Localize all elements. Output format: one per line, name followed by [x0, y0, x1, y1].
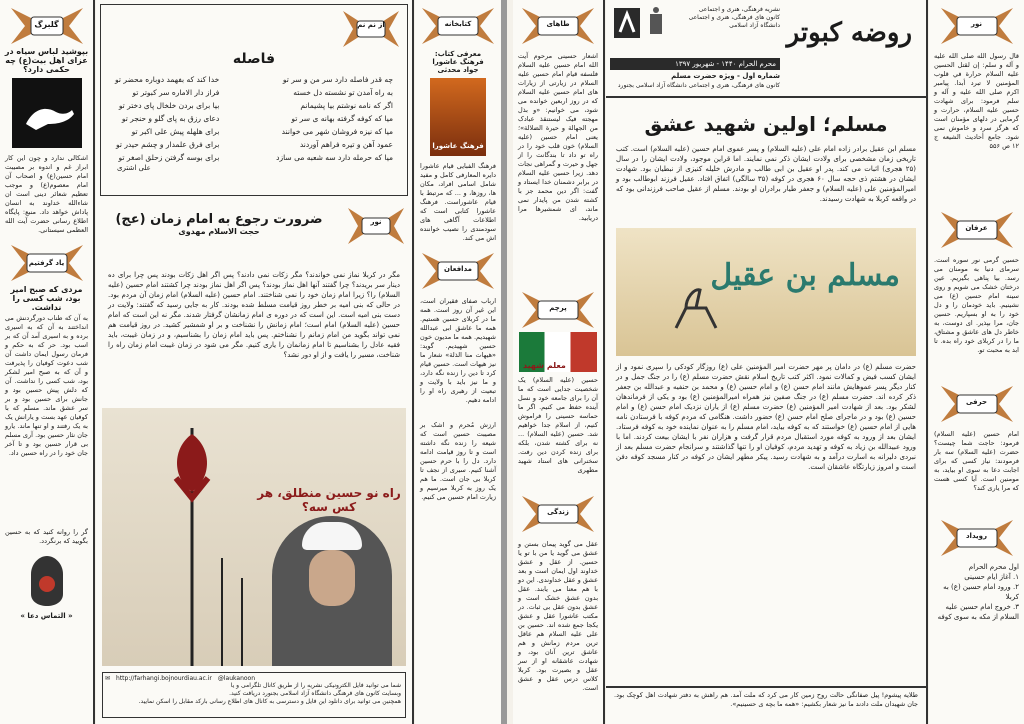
image-calligraphy: مسلم بن عقیل — [710, 258, 900, 293]
book-intro: معرفی کتاب: — [434, 50, 482, 58]
section-heading: بپوشید لباس سیاه در عزای اهل بیت(ع) چه حکمی دارد؟ — [4, 47, 89, 74]
column-book — [415, 0, 507, 724]
poem-hemistich: میا که حرمله دارد سه شعبه می سازد — [276, 153, 393, 162]
muharram-text: ارزش مُحرم و اشک بر مصیبت حسین است که شیعه را زنده نگه داشته است و تا روز قیامت ادامه دارد. دل را با حرم حسین آشنا کنیم. سیری از نجف تا کربلا بی جان است. ما هم یک روز به کربلا میرسیم و زیارت امام حسین می کنیم. — [420, 421, 496, 501]
main-image — [616, 228, 916, 356]
lead-paragraph: مسلم ابن عقیل برادر زاده امام علی (علیه السلام) و پسر عموی امام حسین (علیه السلام) است. کتب تاریخی زمان مشخصی برای ولادت ایشان ذکر نمی نمایند. اما قراین موجود، ولادت ایشان را در سال (۲۵ هجری) اثبات می کند. پدر او عقیل بن ابی طالب و مادرش خلیله کنیزی از نبطیان بود. شهادت ایشان در هشتم ذی حجه سال ۶۰ هجری در کوفه (۳۵ سالگی) اتفاق افتاد. عقیل فرزند ابوطالب بود و امیرالمؤمنین علی (علیه السلام) و جعفر طیار برادران او بودند. مسلم از عقیل صاحب فرزندانی بود که در واقعه کربلا به شهادت رسیدند. — [616, 145, 916, 203]
uprising-text: اشعار حسینی مرحوم آیت الله امام حسین علیه السلام فلسفه قیام امام حسین علیه السلام در زیارتی از زیارات های امام حسین علیه السلام که در روز اربعین خوانده می شود، می خوانیم: «و بذل مهجته فیک لیستنقذ عبادک من الجهالة و حیرة الضلالة»؛ یعنی امام حسین (علیه السلام) خون قلب خود را در راه تو داد تا بندگانت را از جهل و حیرت و گمراهی نجات دهد. زیرا حسین علیه السلام در برابر دشمنان خدا ایستاد و گفت: اگر دین محمد جز با کشته شدن من پایدار نمی ماند، ای شمشیرها مرا دریابید. — [518, 52, 598, 222]
website-link[interactable]: http://farhangi.bojnourdiau.ac.ir — [116, 675, 212, 682]
column-badge-icon — [346, 206, 406, 246]
poem-box — [100, 4, 408, 196]
column-left — [0, 0, 95, 724]
story-text: به آن که طناب دورگردنش می انداختند به آن که به اسیری برده و به اسیری آمد آن که بر اسب بود. حر که به حکم و فرمان رسول ایمان داشت آن شب دعوت کوفیان را پذیرفت و آن که به صبح امیر لشکر بود، شب کسی را نداشت. آن که دلش پیش حسین بود و جانش برای حسین بود و بر سر عشق ماند. مسلم که با کوفیان عهد بست و یارانش یک به یک رفتند و او تنها ماند. یارو جان نثار حسین بود. آری مسلم بی قرار حسین بود و تا آخر جان خود را در راه حسین داد. — [5, 314, 88, 457]
poem-left-hemistichs — [115, 73, 219, 164]
book-name: فرهنگ عاشورا — [432, 58, 484, 66]
defenders-text: ارباب صفای فقیران است، این غیر آن روز است. همه ما در کربلای حسین هستیم. همه ما عاشق ابی عبدالله شهیدیم. همه ما مدیون خون حسین شهیدیم. گوید: «هیهات منا الذلة» شعار ما نیز هیهات است. حسین قیام کرد تا دین را زنده نگه دارد، و ما نیز باید با ولایت و تبعیت از رهبری راه او را ادامه دهیم. — [420, 297, 496, 404]
badge-label: طاهای — [546, 20, 570, 28]
issue-bar — [610, 58, 780, 70]
publisher: کانون های فرهنگی، هنری و اجتماعی دانشگاه آزاد اسلامی بجنورد — [617, 82, 780, 89]
lantern-icon — [646, 6, 666, 40]
poem-hemistich: فراز دار الاماره سر کبوتر تو — [132, 88, 220, 97]
badge-label: حرفی — [965, 398, 988, 406]
martyr-banner — [519, 332, 597, 372]
masthead — [606, 0, 926, 98]
event-item: اول محرم الحرام — [968, 563, 1019, 571]
badge-label: زندگی — [547, 508, 569, 516]
event-item: ۱. آغاز ایام حسینی — [964, 573, 1019, 581]
poem-hemistich: دعای رزق به پای گلو و حنجر تو — [121, 114, 220, 123]
face — [309, 550, 355, 606]
poem-hemistich: چه قدر فاصله دارد سر من و سر تو — [282, 75, 393, 84]
masthead-line-1: نشریه فرهنگی، هنری و اجتماعی — [698, 6, 780, 13]
section-heading: مردی که صبح امیر بود، شب کسی را نداشت. — [10, 285, 83, 312]
article-body: حضرت مسلم (ع) در دامان پر مهر حضرت امیر المؤمنین علی (ع) روزگار کودکی را سپری نمود و از ایشان کسب فیض و کمالات نمود. اکثر کتب تاریخ اسلام نقش حضرت مسلم (ع) را در جنگ جمل و در کنار دیگر پسر عموهایش مانند امام حسن (ع) و امام حسین (ع) و محمد بن حنفیه و عبدالله بن جعفر ذکر کرده اند. حضرت مسلم (ع) در جنگ صفین نیز همراه امیرالمؤمنین (ع) بود و یکی از فرماندهان لشکر بود. بعد از شهادت امیر المؤمنین (ع) حضرت مسلم (ع) از یاران نزدیک امام حسن (ع) و امام حسین (ع) بود و در ماجرای صلح امام حسن (ع) حضور داشت. هنگامی که مردم کوفه با فرستادن نامه هایی از امام حسین (ع) خواستند که به کوفه بیاید، امام مسلم را به عنوان نماینده خود به کوفه فرستاد. ایشان بعد از ورود به کوفه مورد استقبال مردم قرار گرفت و هزاران نفر با ایشان بیعت کردند. اما با ورود عبیدالله بن زیاد به کوفه و تهدید مردم، کوفیان او را تنها گذاشتند و سرانجام حضرت مسلم بعد از نبردی دلیرانه به اسارت درآمد و به شهادت رسید. پیکر مطهر ایشان در کوفه در کنار مسجد کوفه دفن است و امروز زیارتگاه عاشقان است. — [616, 363, 916, 471]
article-body: مگر در کربلا نماز نمی خواندند؟ مگر زکات نمی دادند؟ پس اگر اهل زکات بودند پس چرا برای ده دینار سر بریدند؟ چرا گفتند آنها اهل نماز بودند؟ پس اگر اهل نماز بودند چرا کشتند امام حسین (علیه السلام) را؟ زیرا امام زمان خود را نمی شناختند. امام حسین (علیه السلام) امام زمان آن مردم بود. در حالی که بنی امیه بر خطر روز قیامت مسلط شده بودند. کار به جایی رسید که گفتند: ولایت در دست بنی امیه است. این است که در دوره ی امام زمانشان گرفتار شدند. مگر نه این است که امام حسین (علیه السلام) امام است؛ امام زمانش را نشناخت و بر او شمشیر کشید. در روز قیامت هم نمی تواند بگوید من امام زمانم را نشناختم. پس باید امام زمان را بشناسیم، و در زمان غیبت، باید فقیه عادل را بشناسیم تا امام زمانمان را یاری کنیم. مگر می شود در زمان غیبت امام زمان راه را شناخت، مسیر را یافت و از او دور نشد؟ — [108, 271, 400, 359]
poem-hemistich: عمود آهن و تیره فراهم آوردند — [299, 140, 393, 149]
book-description: فرهنگ الفبایی قیام عاشورا دایره المعارفی کامل و مفید شامل اسامی افراد، مکان ها، روزها، و ... که مرتبط با قیام عاشوراست. فرهنگ عاشورا کتابی است که اطلاعات آگاهی های سودمندی را نصیب خواننده اش می کند. — [420, 162, 496, 242]
poem-hemistich: اگر که نامه نوشتم بیا پشیمانم — [300, 101, 393, 110]
footer-line-1: شما می توانید فایل الکترونیکی نشریه را از طریق کانال تلگرامی و یا — [230, 682, 401, 689]
story-end: گر را روانه کنید که به حسین بگویید که برنگردد. — [5, 528, 88, 545]
hadith-text: قال رسول الله صلی الله علیه و آله و سلم: إن لقتل الحسین علیه السلام حرارة في قلوب المؤمنین لا تبرد أبدا. پیامبر اکرم صلی الله علیه و آله و سلم فرمود: برای شهادت حسین علیه السلام، حرارت و گرمایی در دلهای مؤمنان است که هرگز سرد و خاموش نمی شود. جامع أحادیث الشیعه ج ۱۲ ص ۵۵۶ — [934, 52, 1019, 150]
hand-icon — [12, 78, 82, 148]
column-poem-article — [96, 0, 414, 724]
column-front — [606, 0, 928, 724]
badge-label: مدافعان — [444, 265, 472, 273]
masthead-line-2: کانون های فرهنگی، هنری و اجتماعی دانشگاه آزاد اسلامی — [688, 14, 780, 29]
column-philosophy — [513, 0, 605, 724]
masthead-subtitle — [670, 6, 780, 30]
poem-hemistich: برای بوسه گرفتن زحلق اصغر تو — [118, 153, 220, 162]
article-title: ضرورت رجوع به امام زمان (عج) — [115, 212, 323, 227]
envelope-icon: ✉ — [105, 675, 111, 682]
badge-label: پرچم — [549, 304, 567, 312]
motahari-quote: حسین (علیه السلام) یک شخصیت جدایی است که ما آن را برای جامعه خود و نسل آینده حفظ می کنیم. اگر ما حماسه حسینی را فراموش کنیم، از اسلام جدا خواهیم شد. حسین (علیه السلام) ... نه برای کشته شدن، بلکه برای زنده کردن دین رفت. سخنرانی های استاد شهید مطهری — [518, 376, 598, 474]
footer-prayer: « التماس دعا » — [20, 612, 73, 620]
flag-icon — [162, 408, 252, 666]
answer-text: اشکالی ندارد و چون این کار ابراز غم و اندوه بر مصیبت امام حسین(ع) و اصحاب آن امام معصوم(ع) و موجب تعظیم شعائر دینی است ان شاءالله خداوند به انسان پاداش خواهد داد. منبع: پایگاه اطلاع رسانی حضرت آیت الله العظمی سیستانی. — [5, 154, 88, 234]
issue-date: محرم الحرام ۱۴۴۰ - شهریور ۱۳۹۷ — [675, 60, 776, 68]
footer-note-text: طلایه پیشوم! پیل صفانگی حالت روح زمین کار می کرد که ملت آمد. هم راهش به دفتر شهادت اهل کوچک بود. جان شهیدان ملت دادند ما نیز شعار بکشیم: «همه ما بچه ی حسینیم». — [614, 691, 918, 708]
masthead-title: روضه کبوتر — [786, 18, 912, 48]
channel-link[interactable]: @laukanoon — [217, 675, 256, 682]
badge-label: نور — [970, 20, 983, 28]
article-header — [96, 200, 412, 270]
poem-right-hemistichs — [276, 73, 393, 164]
poem-hemistich: میا که نیزه فروشان شهر می خوانند — [281, 127, 393, 136]
event-item: ۳. خروج امام حسین علیه السلام از مکه به سوی کوفه — [937, 603, 1019, 621]
issue-number: شماره اول - ویژه حضرت مسلم — [671, 72, 780, 80]
poem-title: فاصله — [232, 51, 276, 67]
mysticism-text: حسین گرمی نور سوره است. سرمای دنیا به مومنان می رسد. بیا پناهی بگیریم. عین درختان خشک می شویم و روی سینه امام حسین (ع) می نشینیم. باید خودمان را و دل خود را به او بسپاریم. حسین جان، مرا بپذیر. ای دوست، به خاطر دل های عاشق و مشتاق، ما را در کربلای خود راه بده. تا ابد به محبت تو. — [934, 256, 1019, 354]
saying-text: امام حسین (علیه السلام) فرمود: حاجت شما چیست؟ حضرت (علیه السلام) سه بار فرمودند: نیاز کسی که برای اجابت دعا به سوی او بیاید، به مومنین است. آیا کسی هست که مرا یاری کند؟ — [934, 430, 1019, 492]
footer-line-3: همچنین می توانید برای دانلود این فایل و دسترسی به کانال های اطلاع رسانی بارکد مقابل را اسکن نمایید. — [138, 698, 401, 705]
cleric-portrait — [272, 516, 392, 666]
reason-love-text: عقل می گوید پیمان بستن و عشق می گوید یا من با تو یا حسین. از عقل و عشق خداوند اول ایمان است و بعد عشق و عقل خداوندی. این دو با هم معنا می یابند. عقل بدون عشق خشک است و عشق بدون عقل بی ثبات. در مکتب عاشورا عقل و عشق یکجا جمع شده اند. حسین بن علی علیه السلام هم عاقل ترین مردم زمانش و هم عاشق ترین آنان بود، و شهادت عاشقانه او از سر عقل و بصیرت بود. کربلا کلاس درس عقل و عشق است. — [517, 540, 598, 692]
events-list — [929, 562, 1024, 622]
column-badge-icon — [341, 9, 401, 49]
badge-label: نور — [370, 218, 382, 226]
university-logo-icon — [612, 6, 642, 40]
poem-hemistich: برای هلهله پیش علی اکبر تو — [131, 127, 220, 136]
badge-label: کتابخانه — [444, 20, 472, 28]
book-cover — [430, 78, 486, 156]
badge-label: گلبرگ — [34, 20, 59, 29]
footer-box — [102, 672, 406, 718]
poem-hemistich: به راه آمدن تو نشسته دل خسته — [293, 88, 393, 97]
footer-note — [606, 686, 926, 724]
badge-label: یاد گرفتیم — [28, 259, 65, 267]
column-right — [929, 0, 1024, 724]
article-author: حجت الاسلام مهدوی — [178, 227, 260, 236]
article-image — [102, 408, 406, 666]
poem-hemistich: بیا برای بردن خلخال پای دختر تو — [118, 101, 220, 110]
footer-links — [105, 675, 403, 682]
badge-label: عرفان — [965, 224, 988, 232]
poem-hemistich: میا که کوفه گرفته بهانه ی سر تو — [291, 114, 393, 123]
badge-label: از نم نم — [357, 21, 385, 29]
poet-name: علی اشتری — [117, 164, 151, 172]
poem-hemistich: خدا کند که بفهمد دوباره محضر تو — [115, 75, 220, 84]
headline: مسلم؛ اولین شهید عشق — [644, 112, 888, 136]
event-item: ۲. ورود امام حسین (ع) به کربلا — [943, 583, 1019, 601]
image-caption: راه نو حسین منطلق، هر کس سه؟ — [257, 486, 401, 514]
quote-name: معلم شهید — [523, 361, 566, 370]
poem-body — [101, 67, 407, 164]
book-author: جواد محدثی — [437, 66, 479, 74]
badge-label: رویداد — [965, 532, 988, 540]
book-cover-title: فرهنگ عاشورا — [432, 142, 484, 150]
footer-line-2: وبسایت کانون های فرهنگی دانشگاه آزاد اسلامی بجنورد دریافت کنید. — [229, 690, 401, 697]
hamsa-icon — [17, 550, 77, 610]
turban — [302, 522, 362, 550]
poem-hemistich: برای فرق علمدار و چشم حیدر تو — [115, 140, 220, 149]
